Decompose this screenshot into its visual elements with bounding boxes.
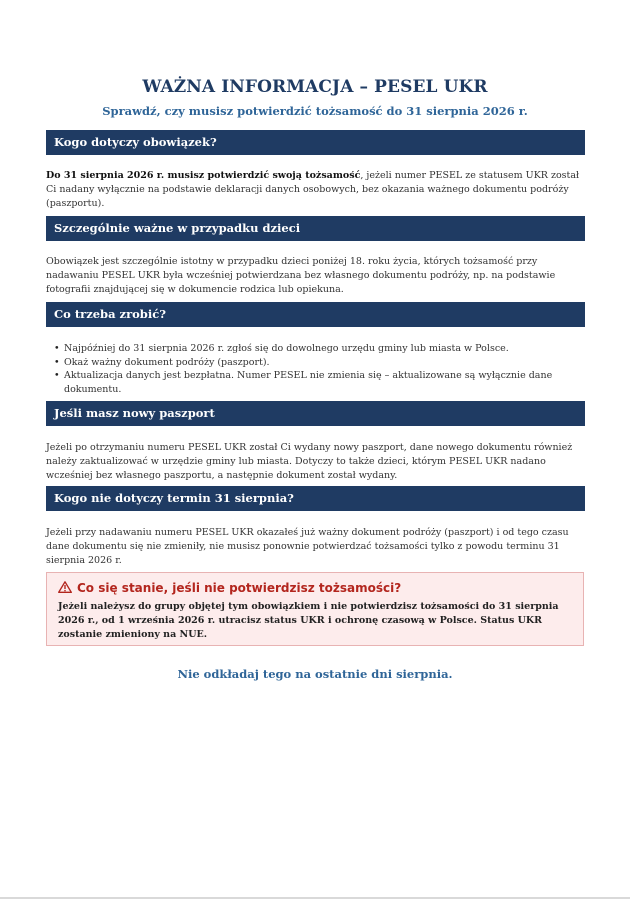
section-lead-bold: Do 31 sierpnia 2026 r. musisz potwierdzić swoją tożsamość bbox=[46, 170, 361, 181]
document-title: WAŻNA INFORMACJA – PESEL UKR bbox=[142, 77, 488, 97]
section-lead-rest: , jeżeli numer PESEL ze statusem UKR został Ci nadany wyłącznie na podstawie deklaracji danych osobowych, bez okazania ważnego dokumentu podróży (paszportu). bbox=[46, 170, 580, 209]
steps-list bbox=[46, 342, 586, 396]
section-heading-children: Szczególnie ważne w przypadku dzieci bbox=[46, 216, 585, 241]
section-text-children: Obowiązek jest szczególnie istotny w przypadku dzieci poniżej 18. roku życia, których tożsamość przy nadawaniu PESEL UKR była wcześniej potwierdzana bez własnego dokumentu podróży, np. na podstawie fotografii znajdującej się w dokumencie rodzica lub opiekuna. bbox=[46, 256, 556, 295]
warning-triangle-icon bbox=[58, 581, 72, 593]
list-item: • Najpóźniej do 31 sierpnia 2026 r. zgłoś się do dowolnego urzędu gminy lub miasta w Polsce. bbox=[46, 342, 586, 356]
document-subtitle: Sprawdź, czy musisz potwierdzić tożsamość do 31 sierpnia 2026 r. bbox=[102, 104, 528, 118]
list-item: • Aktualizacja danych jest bezpłatna. Numer PESEL nie zmienia się – aktualizowane są wyłącznie dane dokumentu. bbox=[46, 369, 586, 396]
warning-text: Jeżeli należysz do grupy objętej tym obowiązkiem i nie potwierdzisz tożsamości do 31 sierpnia 2026 r., od 1 września 2026 r. utracisz status UKR i ochronę czasową w Polsce. Status UKR zostanie zmieniony na NUE. bbox=[58, 601, 559, 640]
section-heading-exempt: Kogo nie dotyczy termin 31 sierpnia? bbox=[46, 486, 585, 511]
list-item: • Okaż ważny dokument podróży (paszport). bbox=[46, 356, 586, 370]
section-heading-who: Kogo dotyczy obowiązek? bbox=[46, 130, 585, 155]
section-heading-what-to-do: Co trzeba zrobić? bbox=[46, 302, 585, 327]
section-text-exempt: Jeżeli przy nadawaniu numeru PESEL UKR okazałeś już ważny dokument podróży (paszport) i od tego czasu dane dokumentu się nie zmieniły, nie musisz ponownie potwierdzać tożsamości tylko z powodu terminu 31 sierpnia 2026 r. bbox=[46, 527, 569, 566]
warning-heading-text: Co się stanie, jeśli nie potwierdzisz tożsamości? bbox=[77, 581, 402, 595]
section-text-new-passport: Jeżeli po otrzymaniu numeru PESEL UKR został Ci wydany nowy paszport, dane nowego dokumentu również należy zaktualizować w urzędzie gminy lub miasta. Dotyczy to także dzieci, którym PESEL UKR nadano wcześniej bez własnego paszportu, a następnie dokument został wydany. bbox=[46, 442, 573, 481]
section-text-who bbox=[46, 169, 586, 211]
section-heading-new-passport: Jeśli masz nowy paszport bbox=[46, 401, 585, 426]
warning-heading bbox=[58, 581, 401, 595]
closing-note: Nie odkładaj tego na ostatnie dni sierpnia. bbox=[177, 667, 453, 681]
warning-box bbox=[46, 572, 584, 646]
